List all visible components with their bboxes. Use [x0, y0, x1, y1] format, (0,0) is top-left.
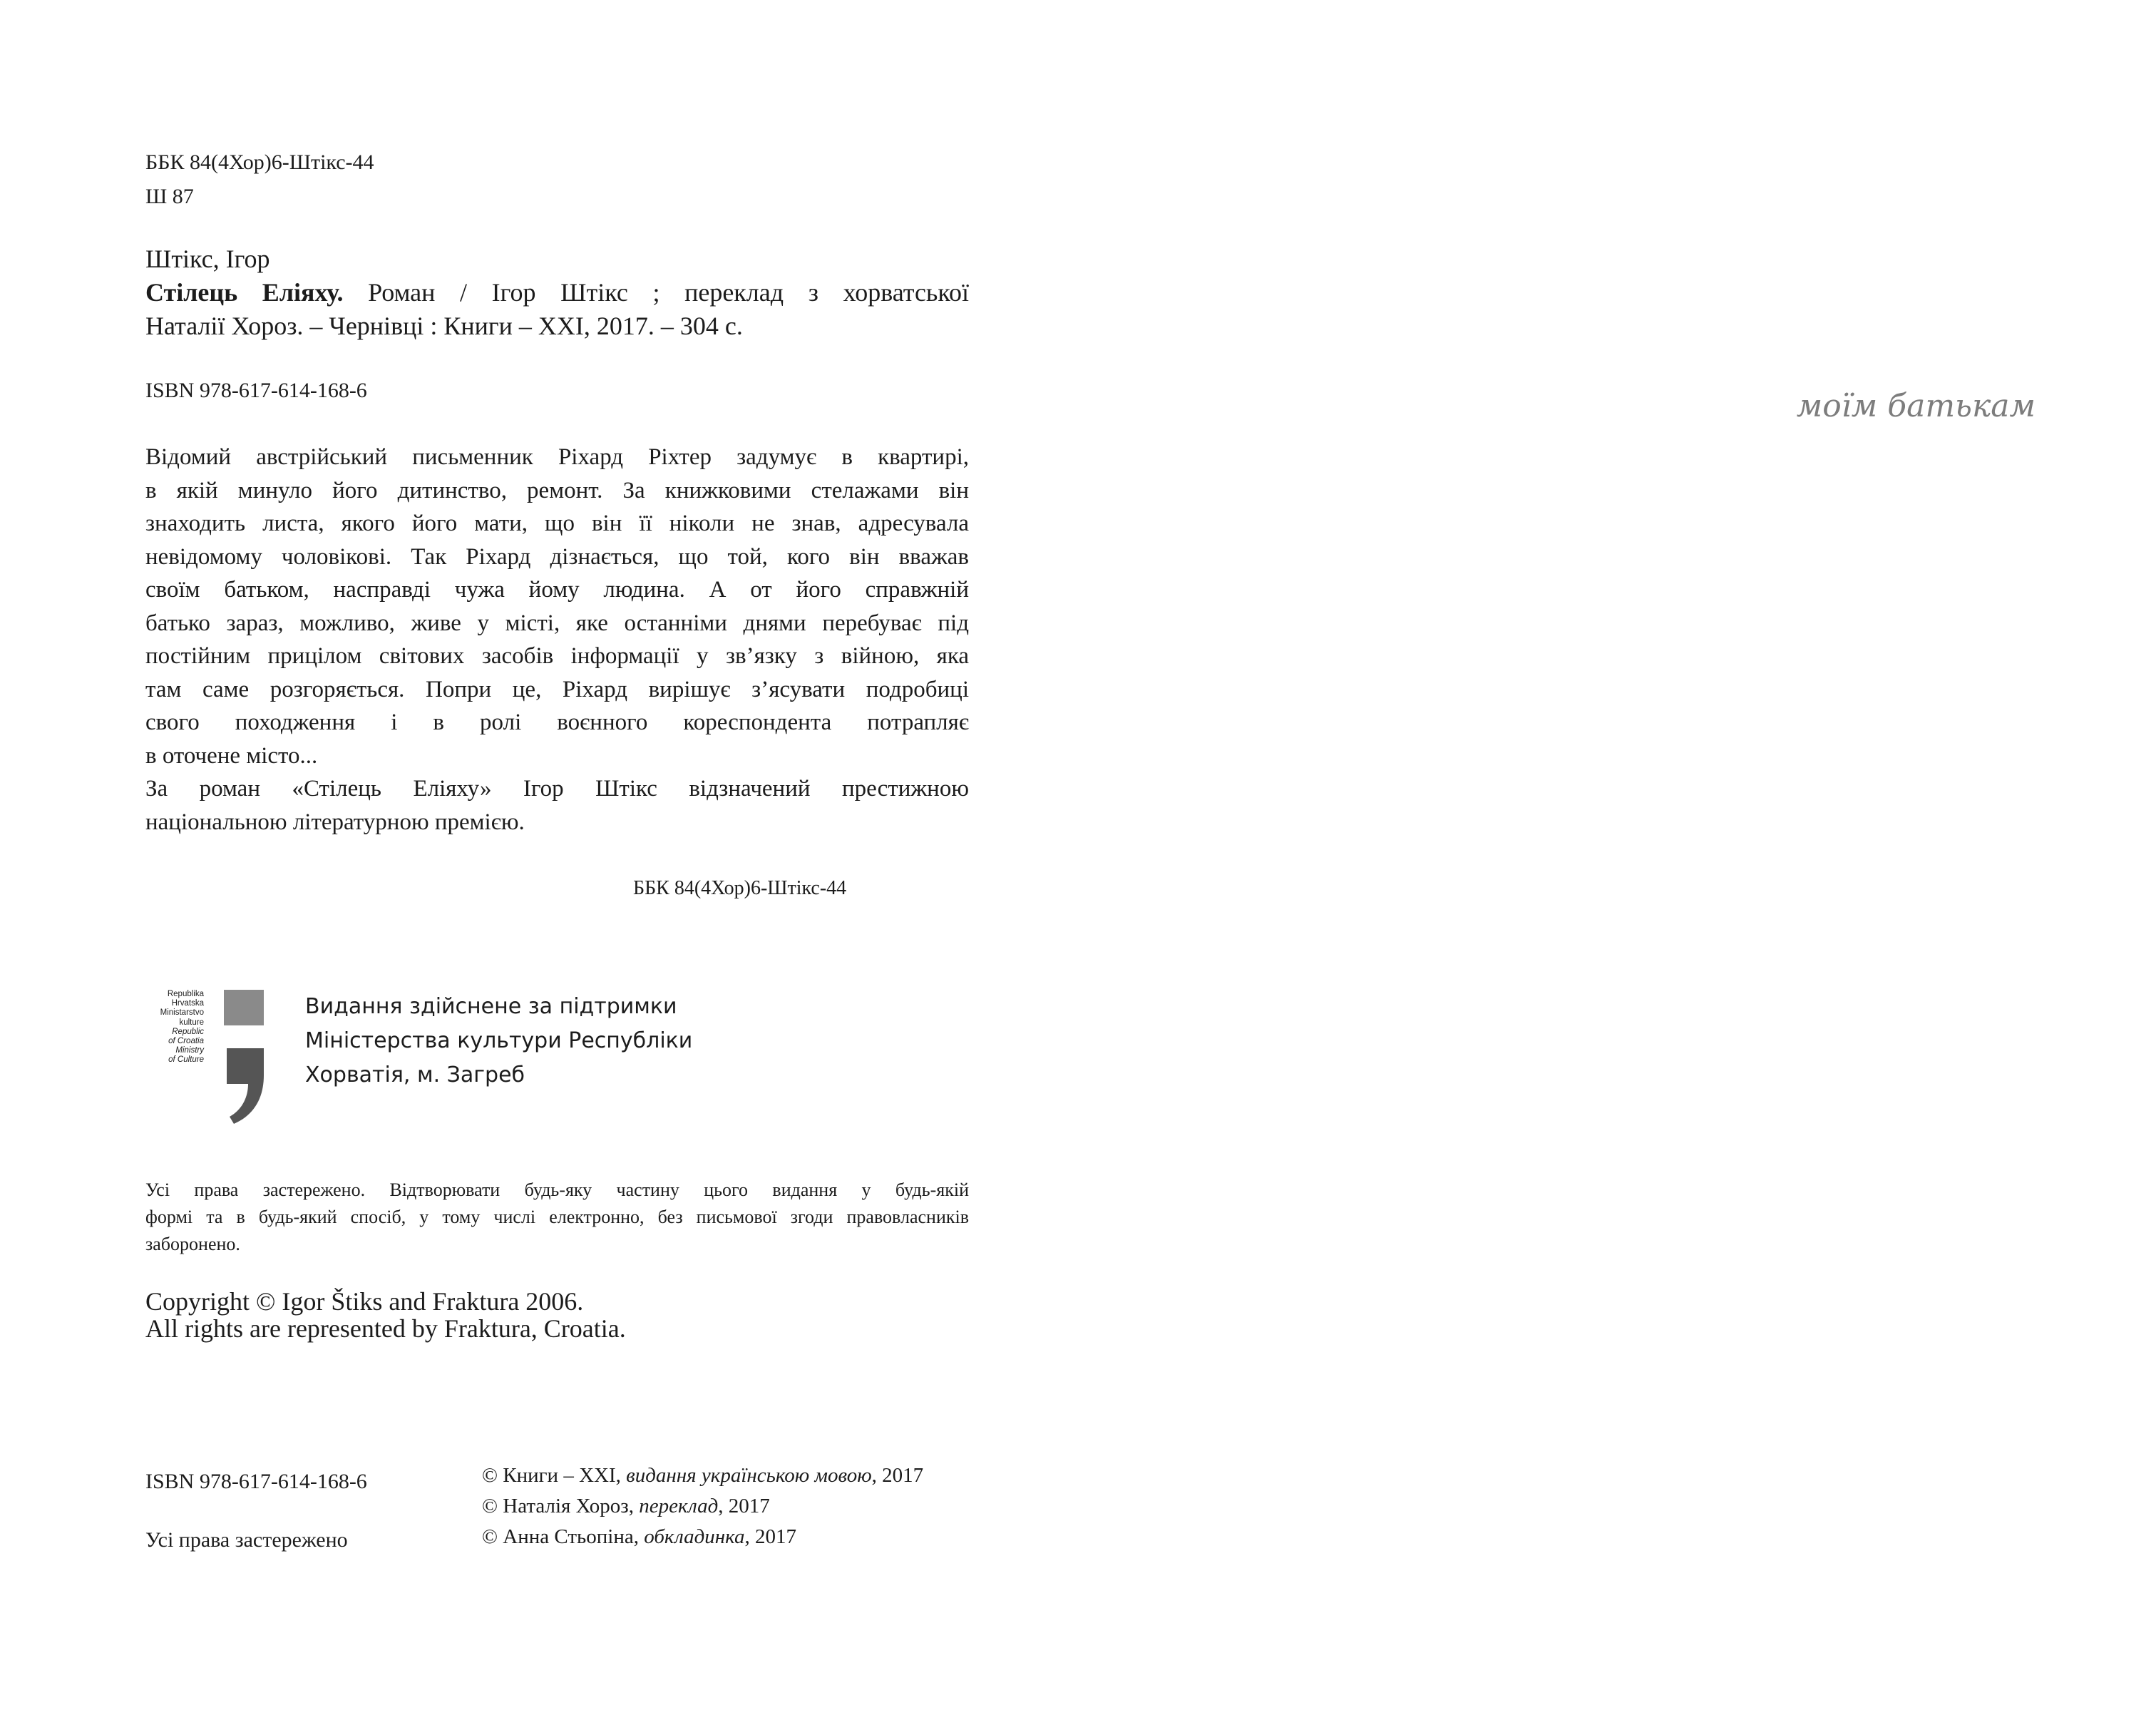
logo-text-line: Hrvatska	[171, 999, 204, 1008]
annotation-line: свого походження і в ролі воєнного кореспондента потрапляє	[145, 710, 969, 735]
credit-line	[482, 1491, 923, 1522]
award-line: національною літературною премією.	[145, 809, 525, 835]
annotation-line: в якій минуло його дитинство, ремонт. За книжковими стелажами він	[145, 477, 969, 503]
logo-text-line: Republika	[167, 990, 204, 998]
copyright-credits	[482, 1460, 923, 1552]
credit-year: , 2017	[744, 1525, 796, 1548]
logo-text-line: of Croatia	[168, 1037, 204, 1046]
credit-year: , 2017	[871, 1464, 924, 1487]
credit-year: , 2017	[718, 1495, 770, 1517]
support-line: Хорватія, м. Загреб	[305, 1063, 525, 1087]
credit-role: видання українською мовою	[626, 1464, 872, 1487]
credit-line	[482, 1522, 923, 1552]
description-line-1	[145, 276, 969, 309]
logo-text-line: of Culture	[168, 1055, 204, 1065]
support-line: Міністерства культури Республіки	[305, 1028, 693, 1053]
logo-text	[145, 990, 204, 1065]
bbk-code-bottom: ББК 84(4Хор)6-Штікс-44	[633, 877, 847, 899]
credit-holder: © Наталія Хороз,	[482, 1495, 640, 1517]
description-line-1-rest: Роман / Ігор Штікс ; переклад з хорватської	[343, 278, 969, 307]
logo-text-line: Republic	[172, 1027, 204, 1036]
ministry-support-note	[305, 990, 692, 1092]
semicolon-logo-icon	[224, 990, 271, 1124]
annotation-line: постійним прицілом світових засобів інформації у зв’язку з війною, яка	[145, 643, 969, 669]
book-title: Стілець Еліяху.	[145, 278, 344, 307]
annotation-line: батько зараз, можливо, живе у місті, яке останніми днями перебуває під	[145, 610, 969, 636]
author-name: Штікс, Ігор	[145, 245, 270, 273]
credit-role: обкладинка	[644, 1525, 745, 1548]
credit-holder: © Книги – XXI,	[482, 1464, 627, 1487]
logo-text-line: Ministarstvo	[160, 1008, 204, 1018]
rights-short: Усі права застережено	[145, 1528, 348, 1552]
logo-text-line: Ministry	[175, 1046, 204, 1055]
copyright-line: Copyright © Igor Štiks and Fraktura 2006.	[145, 1287, 584, 1316]
isbn-bottom: ISBN 978-617-614-168-6	[145, 1470, 367, 1493]
bibliographic-description	[145, 242, 969, 343]
rights-line: формі та в будь-який спосіб, у тому числі електронно, без письмової згоди правовласників	[145, 1207, 969, 1227]
annotation	[145, 441, 969, 839]
copyright-english	[145, 1288, 626, 1342]
annotation-line: своїм батьком, насправді чужа йому людина. А от його справжній	[145, 577, 969, 603]
annotation-line: знаходить листа, якого його мати, що він її ніколи не знав, адресувала	[145, 511, 969, 536]
credit-line	[482, 1460, 923, 1491]
bbk-block	[145, 145, 374, 214]
credit-role: переклад	[639, 1495, 719, 1517]
isbn-top: ISBN 978-617-614-168-6	[145, 379, 367, 402]
ministry-logo	[145, 990, 271, 1124]
credit-holder: © Анна Стьопіна,	[482, 1525, 645, 1548]
award-line: За роман «Стілець Еліяху» Ігор Штікс відзначений престижною	[145, 776, 969, 802]
rights-line: Усі права застережено. Відтворювати будь-яку частину цього видання у будь-якій	[145, 1179, 969, 1200]
logo-text-line: kulture	[179, 1018, 204, 1027]
description-line-2: Наталії Хороз. – Чернівці : Книги – XXI, 2017. – 304 с.	[145, 312, 743, 340]
annotation-line: там саме розгоряється. Попри це, Ріхард вирішує з’ясувати подробиці	[145, 676, 969, 702]
annotation-line: невідомому чоловікові. Так Ріхард дізнається, що той, кого він вважав	[145, 543, 969, 570]
copyright-line: All rights are represented by Fraktura, Croatia.	[145, 1314, 626, 1343]
bbk-code: ББК 84(4Хор)6-Штікс-44	[145, 150, 374, 174]
dedication: моїм батькам	[1796, 388, 2036, 424]
annotation-line: Відомий австрійський письменник Ріхард Ріхтер задумує в квартирі,	[145, 444, 969, 470]
support-line: Видання здійснене за підтримки	[305, 994, 677, 1019]
author-mark: Ш 87	[145, 185, 194, 208]
rights-notice	[145, 1177, 969, 1258]
annotation-line: в оточене місто...	[145, 742, 318, 769]
rights-line: заборонено.	[145, 1234, 240, 1254]
